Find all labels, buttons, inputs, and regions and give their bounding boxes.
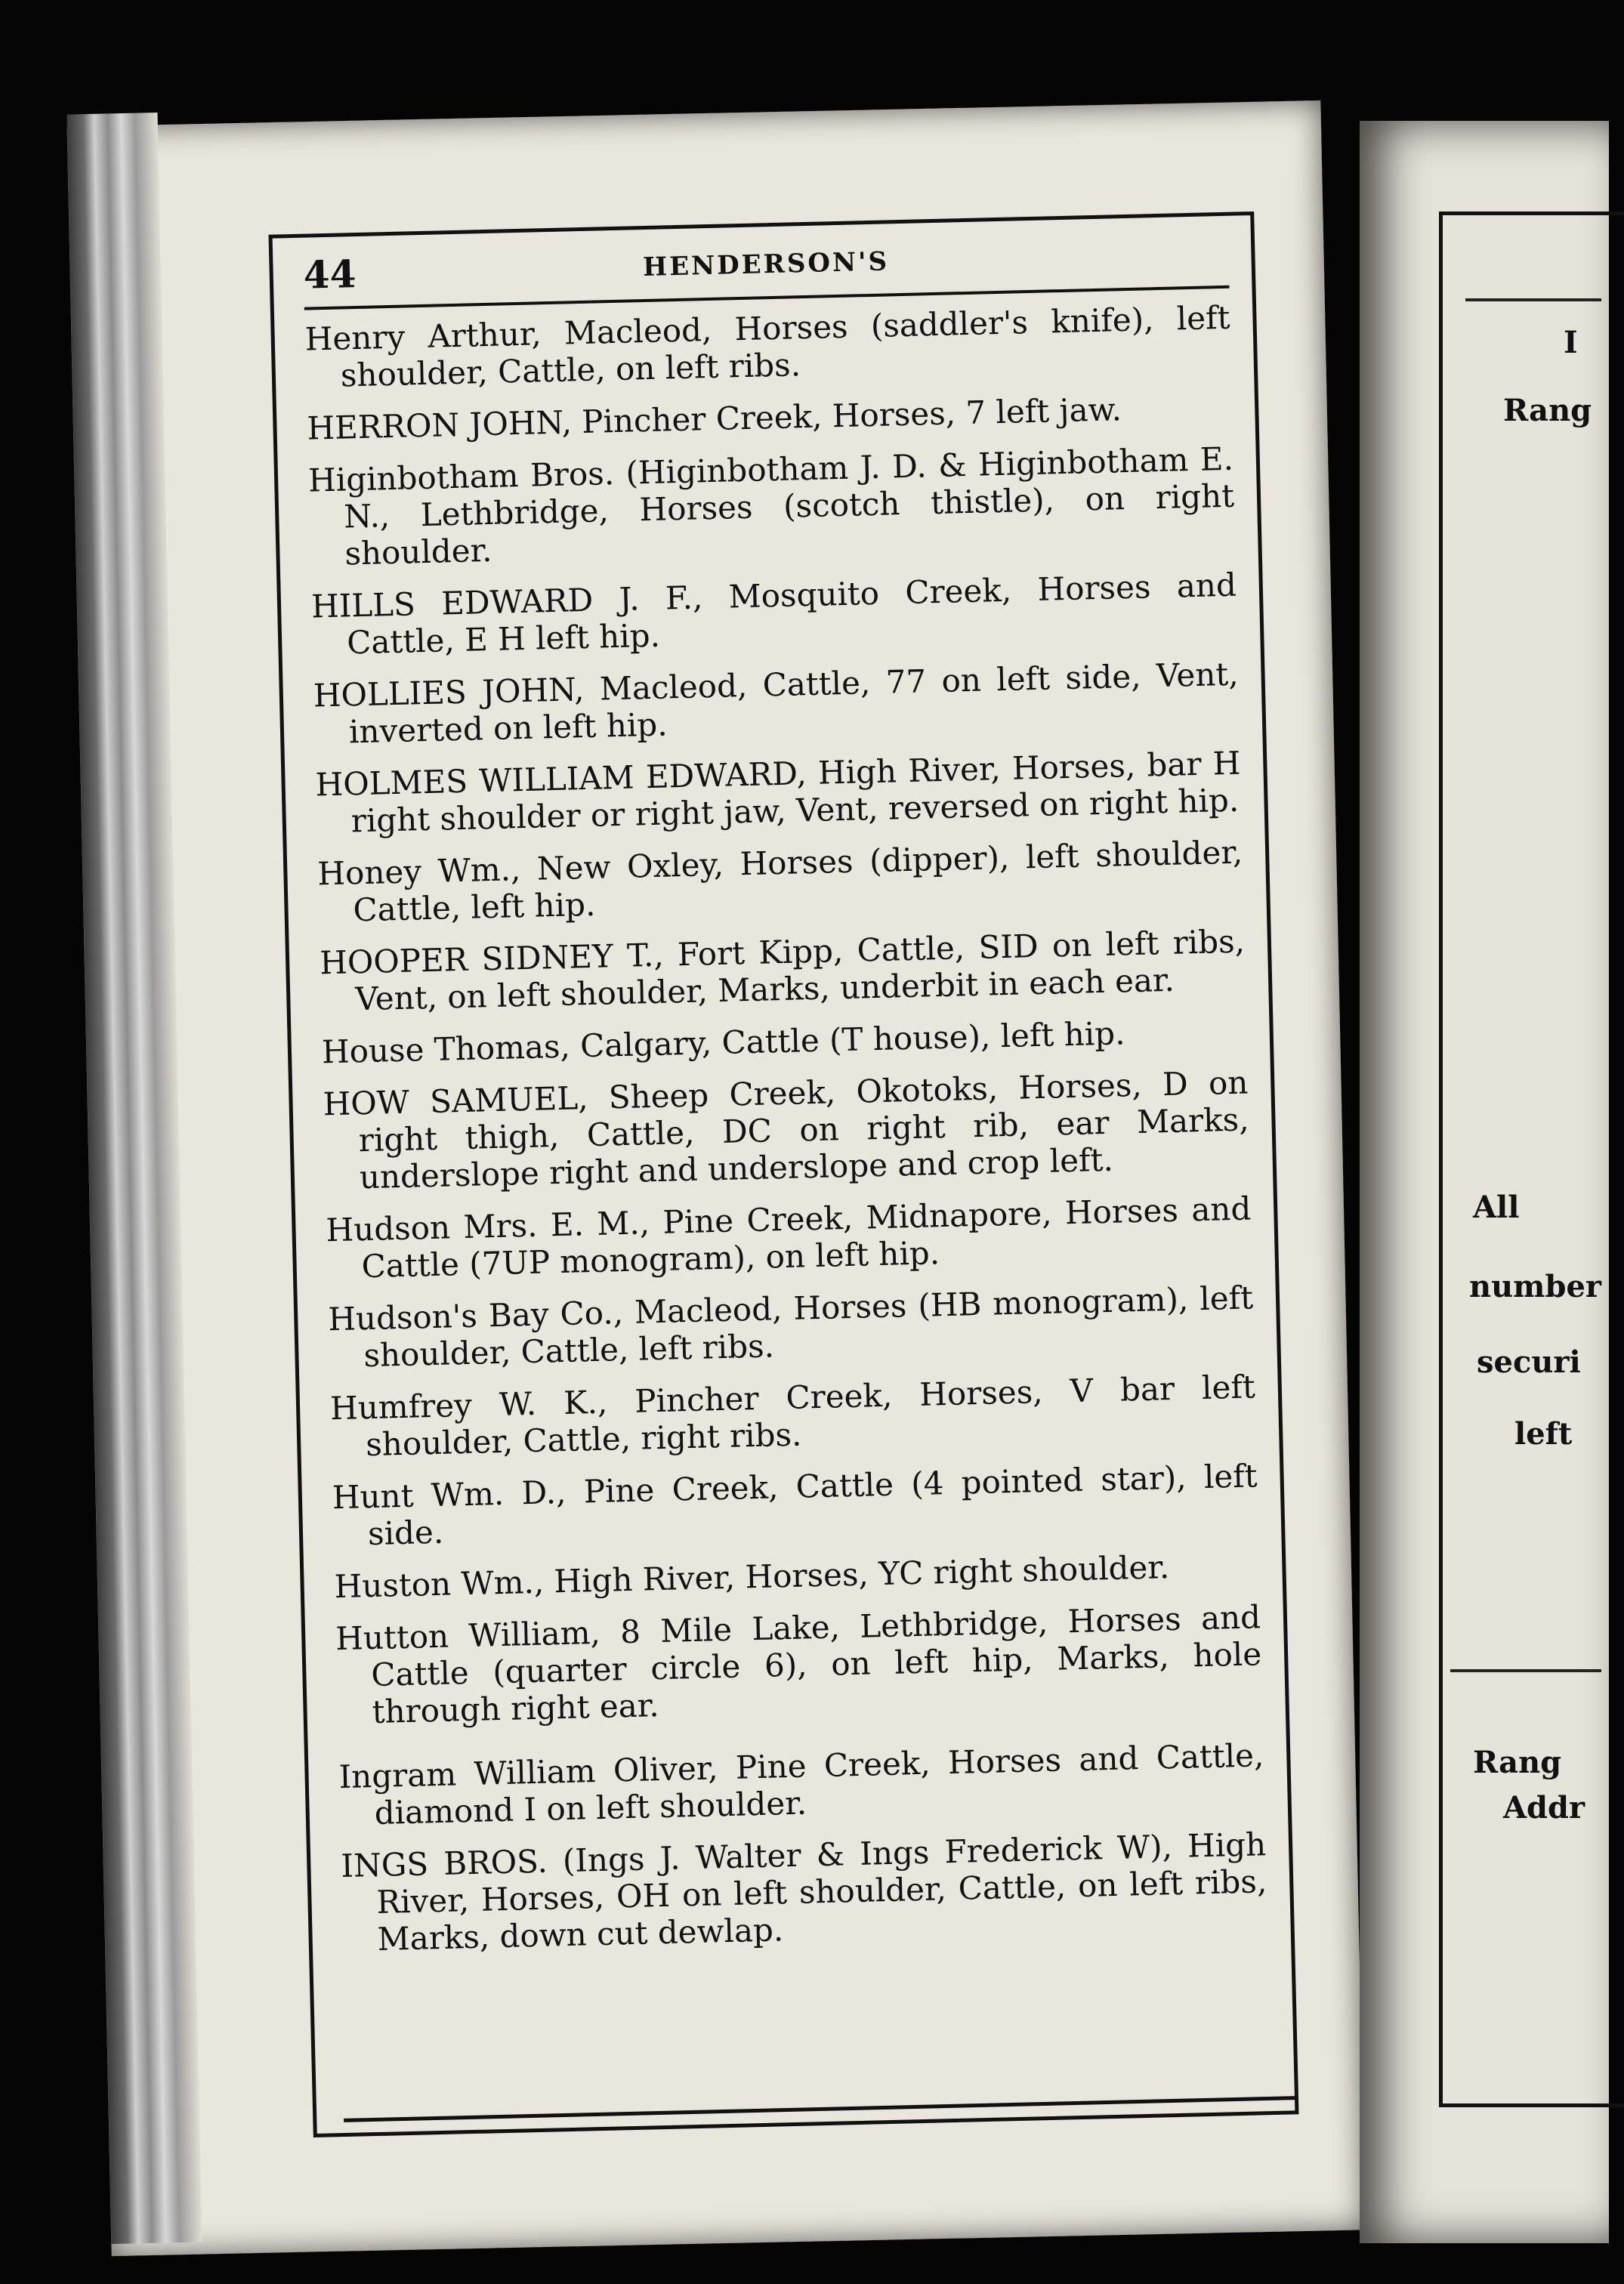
page-text-frame [268, 211, 1298, 2137]
running-head: HENDERSON'S [642, 246, 890, 283]
right-page-top-rule [1465, 298, 1601, 301]
right-fragment-8: Addr [1503, 1790, 1585, 1826]
directory-entry: Honey Wm., New Oxley, Horses (dipper), left shoulder, Cattle, left hip. [316, 833, 1243, 929]
directory-entry: House Thomas, Calgary, Cattle (T house), left hip. [321, 1014, 1125, 1071]
right-fragment-3: All [1473, 1190, 1520, 1225]
right-fragment-6: left [1514, 1416, 1573, 1452]
directory-entry: HOW SAMUEL, Sheep Creek, Okotoks, Horses, D on right thigh, Cattle, DC on right rib, ear Marks, underslope right and underslope and crop left. [323, 1063, 1250, 1196]
right-fragment-5: securi [1477, 1344, 1581, 1380]
right-fragment-4: number [1469, 1269, 1601, 1304]
directory-entry: Ingram William Oliver, Pine Creek, Horses and Cattle, diamond I on left shoulder. [338, 1736, 1264, 1832]
directory-entry: HILLS EDWARD J. F., Mosquito Creek, Horses and Cattle, E H left hip. [310, 566, 1237, 662]
directory-entry: HOLMES WILLIAM EDWARD, High River, Horses, bar H right shoulder or right jaw, Vent, reversed on right hip. [315, 744, 1241, 840]
directory-entry: Hutton William, 8 Mile Lake, Lethbridge, Horses and Cattle (quarter circle 6), on left hip, Marks, hole through right ear. [335, 1598, 1262, 1731]
directory-entry: Henry Arthur, Macleod, Horses (saddler's knife), left shoulder, Cattle, on left ribs. [304, 298, 1231, 394]
directory-entry: HOLLIES JOHN, Macleod, Cattle, 77 on left side, Vent, inverted on left hip. [313, 655, 1240, 751]
right-fragment-1: I [1564, 325, 1578, 360]
page-number: 44 [303, 252, 357, 298]
directory-entry: INGS BROS. (Ings J. Walter & Ings Frederick W), High River, Horses, OH on left shoulder, Cattle, on left ribs, Marks, down cut dewlap. [340, 1826, 1267, 1958]
directory-entry: Hunt Wm. D., Pine Creek, Cattle (4 pointed star), left side. [332, 1457, 1258, 1553]
directory-entry: HERRON JOHN, Pincher Creek, Horses, 7 left jaw. [306, 390, 1122, 447]
directory-entry: Higinbotham Bros. (Higinbotham J. D. & Higinbotham E. N., Lethbridge, Horses (scotch thistle), on right shoulder. [307, 440, 1235, 573]
directory-entry: Huston Wm., High River, Horses, YC right shoulder. [334, 1548, 1170, 1606]
directory-entries [304, 299, 1268, 1974]
page-header [303, 231, 1229, 306]
directory-entry: Hudson's Bay Co., Macleod, Horses (HB monogram), left shoulder, Cattle, left ribs. [327, 1279, 1254, 1375]
right-page-mid-rule [1450, 1669, 1601, 1672]
right-fragment-2: Rang [1503, 393, 1592, 428]
directory-entry: Humfrey W. K., Pincher Creek, Horses, V bar left shoulder, Cattle, right ribs. [329, 1368, 1256, 1464]
right-fragment-7: Rang [1473, 1745, 1562, 1780]
directory-entry: Hudson Mrs. E. M., Pine Creek, Midnapore, Horses and Cattle (7UP monogram), on left hip. [325, 1190, 1252, 1286]
directory-entry: HOOPER SIDNEY T., Fort Kipp, Cattle, SID on left ribs, Vent, on left shoulder, Marks, underbit in each ear. [319, 922, 1246, 1018]
